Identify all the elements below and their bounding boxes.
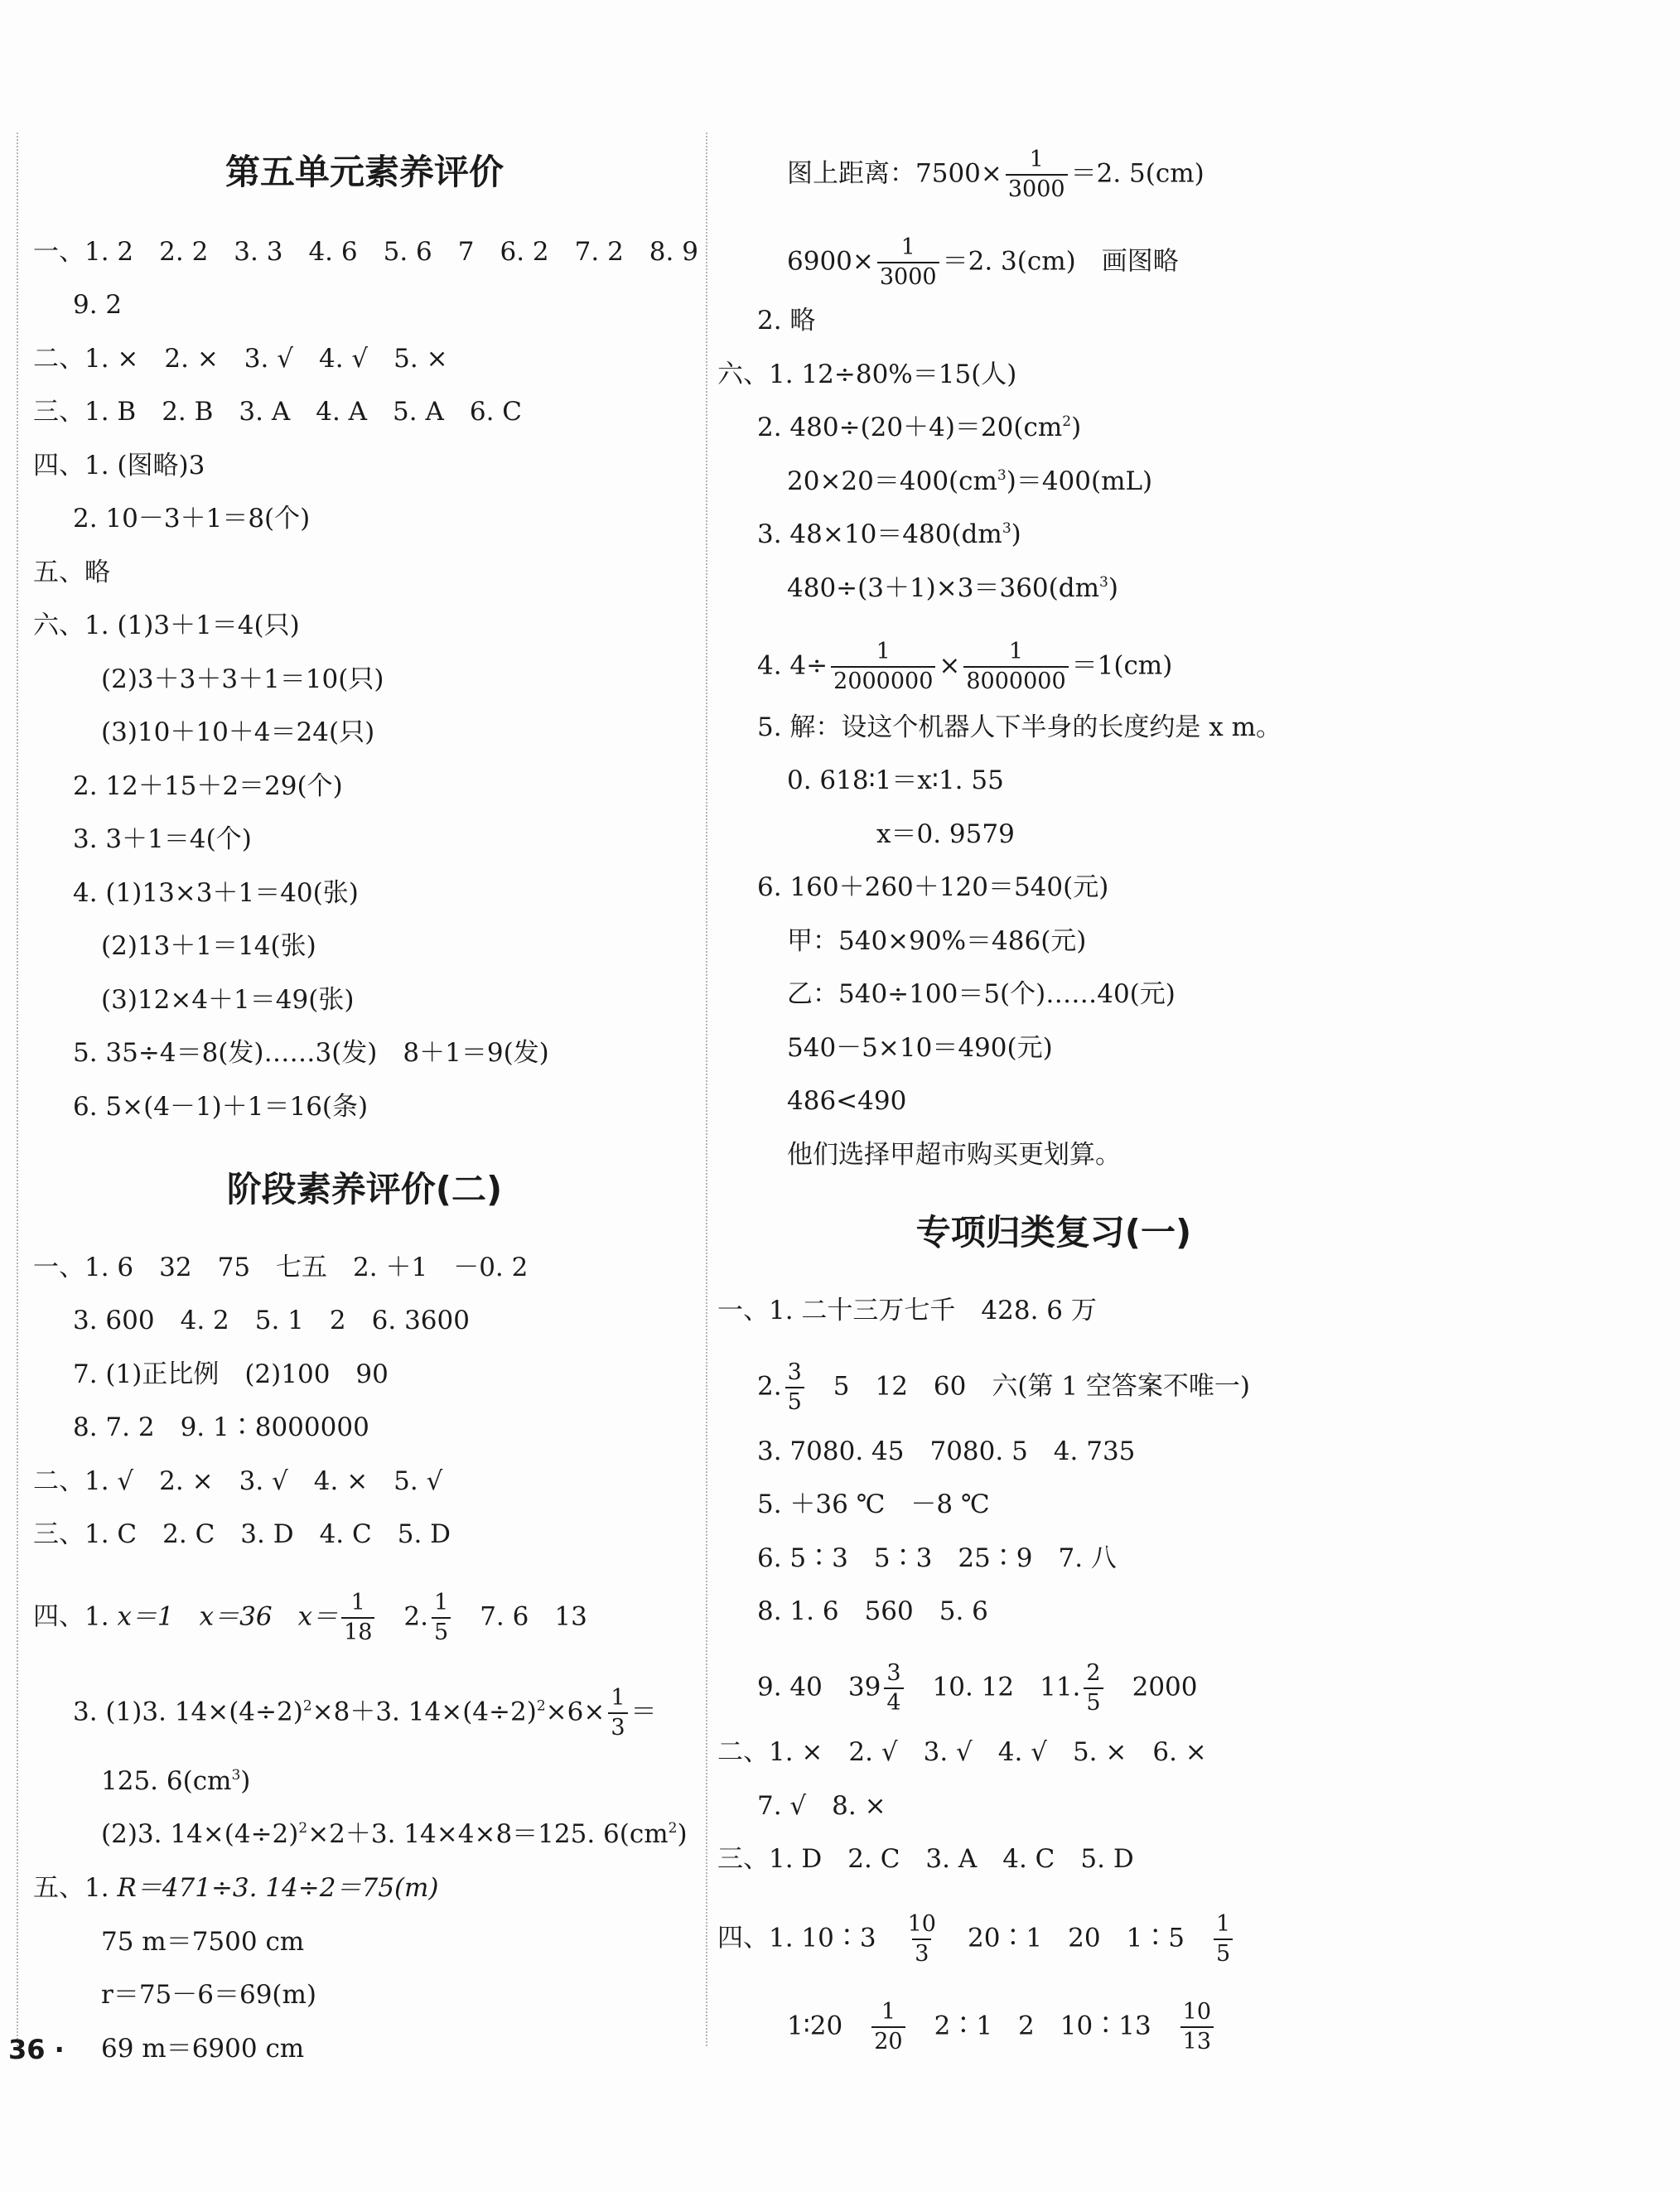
answer-line: 3. 7080. 45 7080. 5 4. 735 xyxy=(757,1436,1136,1466)
fraction: $\frac{1}{20}$ xyxy=(871,1998,905,2056)
answer-line: 二、1. × 2. √ 3. √ 4. √ 5. × 6. × xyxy=(717,1737,1207,1767)
answer-line: 0. 618∶1＝x∶1. 55 xyxy=(787,765,1004,795)
answer-line: 五、1. R＝471÷3. 14÷2＝75(m) xyxy=(33,1873,439,1903)
answer-line: 2. 10－3＋1＝8(个) xyxy=(73,504,311,534)
answer-line: (2)13＋1＝14(张) xyxy=(101,931,316,961)
answer-line: (2)3. $14\times(4\div 2)^2\times 2+3$. 14×4×8＝125. $6(cm^2)$ xyxy=(101,1819,688,1849)
answer-line: 75 m＝7500 cm xyxy=(101,1927,305,1957)
answer-line: 3. 600 4. 2 5. 1 2 6. 3600 xyxy=(73,1306,470,1335)
answer-line: 486<490 xyxy=(787,1086,907,1116)
answer-line-with-fractions: 1∶20 $\frac{1}{20}$ 2∶1 2 10∶13 $\frac{10}{13}$ xyxy=(787,1998,1217,2056)
answer-line: 他们选择甲超市购买更划算。 xyxy=(787,1140,1121,1170)
fraction: $\frac{3}{4}$ xyxy=(884,1659,903,1717)
answer-line: 二、1. × 2. × 3. √ 4. √ 5. × xyxy=(33,344,448,374)
answer-line: 甲：540×90%＝486(元) xyxy=(787,926,1087,956)
answer-line-with-fractions: 四、1. 10∶3 $\frac{10}{3}$ 20∶1 20 1∶5 $\frac{1}{5}$ xyxy=(717,1910,1236,1968)
answer-line: 5. ＋36 ℃ －8 ℃ xyxy=(757,1489,990,1519)
page-number: 36 · xyxy=(8,2034,65,2065)
answer-line: (2)3＋3＋3＋1＝10(只) xyxy=(101,664,384,694)
answer-line: 5. 解：设这个机器人下半身的长度约是 x m。 xyxy=(757,712,1282,742)
fraction: $\frac{1}{3000}$ xyxy=(1006,146,1068,204)
answer-line: 8. 7. 2 9. 1∶8000000 xyxy=(73,1412,369,1442)
fraction: $\frac{1}{3000}$ xyxy=(877,234,939,292)
fraction: $\frac{1}{18}$ xyxy=(341,1589,374,1647)
section-title-special-review: 专项归类复习(一) xyxy=(915,1212,1192,1253)
answer-line: 三、1. D 2. C 3. A 4. C 5. D xyxy=(717,1844,1134,1874)
answer-line: 6. 160＋260＋120＝540(元) xyxy=(757,872,1109,902)
answer-line-with-fraction: 3. (1)3. $14\times(4\div 2)^2\times 8+3$. $14\times(4\div 2)^2\times 6\times$ $\frac{1}{3}$ ＝ xyxy=(73,1685,657,1741)
answer-line: $20\times 20=400(cm^3)=400(mL)$ xyxy=(787,466,1153,496)
answer-line: 三、1. C 2. C 3. D 4. C 5. D xyxy=(33,1519,451,1549)
answer-line: 六、1. 12÷80%＝15(人) xyxy=(717,360,1017,389)
answer-line: 7. √ 8. × xyxy=(757,1791,886,1821)
answer-line-with-fractions: 4. 4÷ $\frac{1}{2000000}$ × $\frac{1}{8000000}$ ＝1(cm) xyxy=(757,639,1173,694)
fraction: $\frac{1}{2000000}$ xyxy=(831,638,935,696)
answer-line: x＝0. 9579 xyxy=(876,819,1015,849)
answer-line: 125. $6(cm^3)$ xyxy=(101,1766,251,1796)
answer-line: 一、1. 2 2. 2 3. 3 4. 6 5. 6 7 6. 2 7. 2 8. 9 xyxy=(33,237,698,267)
answer-line: 四、1. (图略)3 xyxy=(33,451,205,480)
answer-line: 六、1. (1)3＋1＝4(只) xyxy=(33,611,300,640)
left-margin-dotted-line xyxy=(17,133,18,2046)
answer-line: 6. 5∶3 5∶3 25∶9 7. 八 xyxy=(757,1543,1117,1573)
answer-line-with-fraction: 6900× $\frac{1}{3000}$ ＝2. 3(cm) 画图略 xyxy=(787,234,1179,290)
answer-line: (3)10＋10＋4＝24(只) xyxy=(101,717,375,747)
answer-line: 5. 35÷4＝8(发)……3(发) 8＋1＝9(发) xyxy=(73,1038,549,1068)
answer-line: (3)12×4＋1＝49(张) xyxy=(101,985,355,1015)
answer-line: 2. $480\div(20+4)=20(cm^2)$ xyxy=(757,413,1082,442)
fraction: $\frac{1}{8000000}$ xyxy=(963,638,1068,696)
fraction: $\frac{10}{13}$ xyxy=(1180,1998,1214,2056)
answer-line: 9. 2 xyxy=(73,290,123,320)
answer-line: 一、1. 二十三万七千 428. 6 万 xyxy=(717,1296,1097,1325)
section-title-unit5: 第五单元素养评价 xyxy=(224,152,504,192)
answer-line-with-fraction: 图上距离：7500× $\frac{1}{3000}$ ＝2. 5(cm) xyxy=(787,147,1204,202)
fraction: $\frac{2}{5}$ xyxy=(1084,1659,1103,1717)
answer-line: 乙：540÷100＝5(个)……40(元) xyxy=(787,979,1176,1009)
answer-line: 540－5×10＝490(元) xyxy=(787,1033,1053,1063)
answer-line: 4. (1)13×3＋1＝40(张) xyxy=(73,878,359,908)
section-title-stage2: 阶段素养评价(二) xyxy=(226,1169,503,1209)
fraction: $\frac{1}{5}$ xyxy=(1214,1910,1233,1968)
answer-line: 69 m＝6900 cm xyxy=(101,2034,305,2064)
answer-line: 2. 12＋15＋2＝29(个) xyxy=(73,771,343,801)
answer-line: 6. 5×(4－1)＋1＝16(条) xyxy=(73,1092,369,1122)
answer-line-with-fractions: 四、1. x＝1 x＝36 x＝ $\frac{1}{18}$ 2. $\frac{1}{5}$ 7. 6 13 xyxy=(33,1590,587,1645)
answer-line: r＝75－6＝69(m) xyxy=(101,1980,317,2010)
answer-line: $480\div(3+1)\times 3=360(dm^3)$ xyxy=(787,573,1118,603)
answer-line: 2. 略 xyxy=(757,306,816,336)
fraction: $\frac{10}{3}$ xyxy=(907,1911,936,1967)
answer-line: 一、1. 6 32 75 七五 2. ＋1 －0. 2 xyxy=(33,1253,529,1282)
fraction: $\frac{3}{5}$ xyxy=(785,1359,804,1417)
answer-line: 三、1. B 2. B 3. A 4. A 5. A 6. C xyxy=(33,397,523,427)
answer-line: 二、1. √ 2. × 3. √ 4. × 5. √ xyxy=(33,1466,443,1496)
answer-line: 8. 1. 6 560 5. 6 xyxy=(757,1596,988,1626)
fraction: $\frac{1}{3}$ xyxy=(608,1684,627,1742)
answer-line-with-fraction: 2. $\frac{3}{5}$ 5 12 60 六(第 1 空答案不唯一) xyxy=(757,1359,1250,1415)
fraction: $\frac{1}{5}$ xyxy=(432,1589,451,1647)
answer-line-with-fractions: 9. 40 39 $\frac{3}{4}$ 10. 12 11. $\frac{2}{5}$ 2000 xyxy=(757,1660,1198,1716)
column-divider-dotted-line xyxy=(706,133,707,2046)
answer-line: 3. $48\times 10=480(dm^3)$ xyxy=(757,519,1021,549)
answer-line: 3. 3＋1＝4(个) xyxy=(73,824,252,854)
answer-line: 五、略 xyxy=(33,558,110,587)
answer-line: 7. (1)正比例 (2)100 90 xyxy=(73,1359,389,1389)
